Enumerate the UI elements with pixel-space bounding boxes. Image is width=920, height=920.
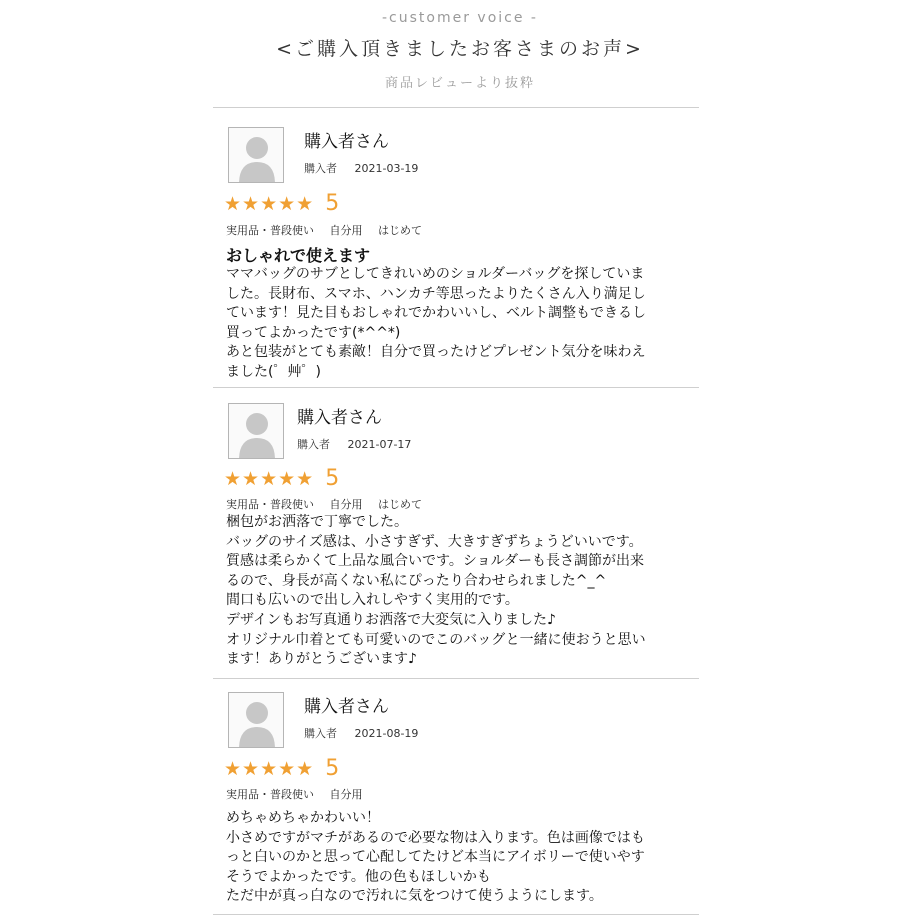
review-line: 梱包がお洒落で丁寧でした。	[226, 514, 408, 530]
default-user-icon	[229, 404, 284, 459]
review-line: るので、身長が高くない私にぴったり合わせられました^_^	[226, 572, 607, 589]
review-body	[226, 513, 698, 670]
avatar	[228, 403, 284, 459]
review-tag: 自分用	[329, 224, 363, 237]
review-tag: 実用品・普段使い	[226, 498, 314, 511]
review-line: した。長財布、スマホ、ハンカチ等思ったよりたくさん入り満足し	[226, 285, 646, 302]
review-tag: 実用品・普段使い	[226, 788, 314, 801]
review-line: ます！ありがとうございます♪	[226, 651, 417, 668]
review-body	[226, 809, 698, 907]
review-line: 買ってよかったです(*^^*)	[226, 324, 401, 341]
reviewer-name: 購入者さん	[304, 132, 389, 152]
star-rating-icons: ★★★★★	[224, 192, 315, 215]
review-line: ました(゜艸゜)	[226, 363, 321, 380]
divider	[213, 387, 699, 388]
review-tag: はじめて	[378, 224, 422, 237]
divider	[213, 678, 699, 679]
review-title: おしゃれで使えます	[226, 246, 371, 265]
review-tag: 自分用	[329, 788, 363, 801]
review-line: 間口も広いので出し入れしやすく実用的です。	[226, 592, 519, 609]
review-line: オリジナル巾着とても可愛いのでこのバッグと一緒に使おうと思い	[226, 631, 646, 648]
review-line: っと白いのかと思って心配してたけど本当にアイボリーで使いやす	[226, 849, 645, 866]
default-user-icon	[229, 693, 284, 748]
default-user-icon	[229, 128, 284, 183]
reviewer-name: 購入者さん	[304, 697, 389, 717]
rating	[224, 466, 339, 491]
rating	[224, 191, 339, 216]
header-subtitle: 商品レビューより抜粋	[384, 76, 535, 91]
review-tag: 自分用	[329, 498, 363, 511]
review-date: 2021-07-17	[347, 438, 412, 451]
review-line: あと包装がとても素敵！自分で買ったけどプレゼント気分を味わえ	[226, 344, 646, 361]
review-line: めちゃめちゃかわいい！	[226, 810, 380, 826]
avatar	[228, 692, 284, 748]
reviewer-role: 購入者	[304, 162, 337, 175]
review-card	[224, 127, 694, 385]
rating-score: 5	[325, 191, 340, 216]
star-rating-icons: ★★★★★	[224, 467, 315, 490]
star-rating-icons: ★★★★★	[224, 757, 315, 780]
review-date: 2021-08-19	[354, 727, 419, 740]
divider	[213, 107, 699, 108]
rating-score: 5	[325, 466, 340, 491]
rating-score: 5	[325, 756, 340, 781]
divider	[213, 914, 699, 915]
review-meta	[304, 160, 418, 176]
review-tags	[226, 222, 422, 238]
header-en: -customer voice -	[382, 10, 538, 26]
review-date: 2021-03-19	[354, 162, 419, 175]
reviewer-name: 購入者さん	[297, 408, 382, 428]
reviewer-role: 購入者	[304, 727, 337, 740]
avatar	[228, 127, 284, 183]
page-title: <ご購入頂きましたお客さまのお声>	[276, 38, 644, 60]
review-tag: はじめて	[378, 498, 422, 511]
review-meta	[304, 725, 418, 741]
review-line: そうでよかったです。他の色もほしいかも	[226, 868, 491, 885]
review-tags	[226, 496, 422, 512]
review-body	[226, 265, 698, 383]
review-line: ています！見た目もおしゃれでかわいいし、ベルト調整もできるし	[226, 305, 646, 322]
review-line: 質感は柔らかくて上品な風合いです。ショルダーも長さ調節が出来	[226, 553, 645, 570]
review-card	[224, 692, 694, 912]
review-tags	[226, 786, 363, 802]
rating	[224, 756, 339, 781]
review-line: ただ中が真っ白なので汚れに気をつけて使うようにします。	[226, 888, 603, 905]
review-line: 小さめですがマチがあるので必要な物は入ります。色は画像ではも	[226, 829, 645, 846]
review-meta	[297, 436, 411, 452]
review-tag: 実用品・普段使い	[226, 224, 314, 237]
review-line: バッグのサイズ感は、小さすぎず、大きすぎずちょうどいいです。	[226, 533, 643, 550]
review-card	[224, 403, 694, 673]
review-line: デザインもお写真通りお洒落で大変気に入りました♪	[226, 611, 556, 628]
review-line: ママバッグのサブとしてきれいめのショルダーバッグを探していま	[226, 266, 645, 282]
reviewer-role: 購入者	[297, 438, 330, 451]
